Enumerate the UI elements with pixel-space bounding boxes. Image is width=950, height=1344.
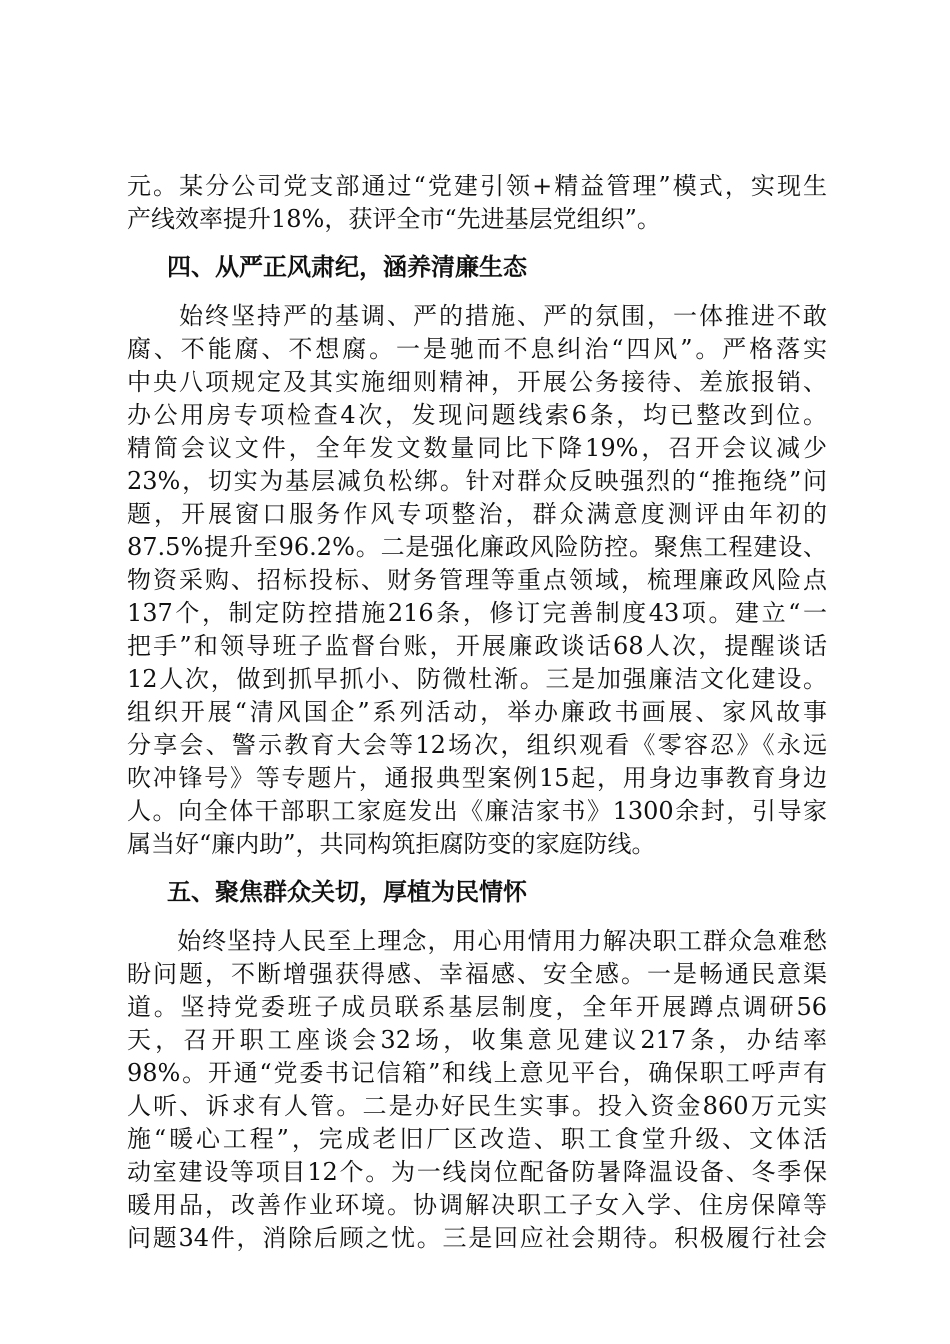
paragraph-line: 天，召开职工座谈会32场，收集意见建议217条，办结率 xyxy=(127,1026,827,1054)
paragraph-line: 137个，制定防控措施216条，修订完善制度43项。建立“一 xyxy=(127,599,827,627)
paragraph-line: 属当好“廉内助”，共同构筑拒腐防变的家庭防线。 xyxy=(127,830,656,858)
paragraph-line: 办公用房专项检查4次，发现问题线索6条，均已整改到位。 xyxy=(127,401,827,429)
paragraph-line: 动室建设等项目12个。为一线岗位配备防暑降温设备、冬季保 xyxy=(127,1158,827,1186)
paragraph-line: 暖用品，改善作业环境。协调解决职工子女入学、住房保障等 xyxy=(127,1191,827,1219)
paragraph-line: 盼问题，不断增强获得感、幸福感、安全感。一是畅通民意渠 xyxy=(127,960,827,988)
paragraph-line: 施“暖心工程”，完成老旧厂区改造、职工食堂升级、文体活 xyxy=(127,1125,827,1153)
paragraph-line: 始终坚持严的基调、严的措施、严的氛围，一体推进不敢 xyxy=(127,302,827,330)
paragraph-line: 物资采购、招标投标、财务管理等重点领域，梳理廉政风险点 xyxy=(127,566,827,594)
paragraph-line: 人听、诉求有人管。二是办好民生实事。投入资金860万元实 xyxy=(127,1092,827,1120)
paragraph-line: 分享会、警示教育大会等12场次，组织观看《零容忍》《永远 xyxy=(127,731,827,759)
paragraph-line: 题，开展窗口服务作风专项整治，群众满意度测评由年初的 xyxy=(127,500,827,528)
paragraph-line: 23%，切实为基层减负松绑。针对群众反映强烈的“推拖绕”问 xyxy=(127,467,827,495)
paragraph-line: 吹冲锋号》等专题片，通报典型案例15起，用身边事教育身边 xyxy=(127,764,827,792)
paragraph-line: 问题34件，消除后顾之忧。三是回应社会期待。积极履行社会 xyxy=(127,1224,827,1252)
paragraph-line: 把手”和领导班子监督台账，开展廉政谈话68人次，提醒谈话 xyxy=(127,632,827,660)
paragraph-line: 精简会议文件，全年发文数量同比下降19%，召开会议减少 xyxy=(127,434,827,462)
paragraph-line: 87.5%提升至96.2%。二是强化廉政风险防控。聚焦工程建设、 xyxy=(127,533,827,561)
paragraph-line: 中央八项规定及其实施细则精神，开展公务接待、差旅报销、 xyxy=(127,368,827,396)
paragraph-line: 产线效率提升18%，获评全市“先进基层党组织”。 xyxy=(127,205,661,233)
section-heading-4: 四、从严正风肃纪，涵养清廉生态 xyxy=(167,253,527,281)
paragraph-line: 98%。开通“党委书记信箱”和线上意见平台，确保职工呼声有 xyxy=(127,1059,827,1087)
paragraph-line: 腐、不能腐、不想腐。一是驰而不息纠治“四风”。严格落实 xyxy=(127,335,827,363)
paragraph-line: 人。向全体干部职工家庭发出《廉洁家书》1300余封，引导家 xyxy=(127,797,827,825)
paragraph-line: 元。某分公司党支部通过“党建引领+精益管理”模式，实现生 xyxy=(127,172,827,200)
paragraph-line: 12人次，做到抓早抓小、防微杜渐。三是加强廉洁文化建设。 xyxy=(127,665,827,693)
section-heading-5: 五、聚焦群众关切，厚植为民情怀 xyxy=(167,878,527,906)
paragraph-line: 组织开展“清风国企”系列活动，举办廉政书画展、家风故事 xyxy=(127,698,827,726)
paragraph-line: 道。坚持党委班子成员联系基层制度，全年开展蹲点调研56 xyxy=(127,993,827,1021)
paragraph-line: 始终坚持人民至上理念，用心用情用力解决职工群众急难愁 xyxy=(127,927,827,955)
